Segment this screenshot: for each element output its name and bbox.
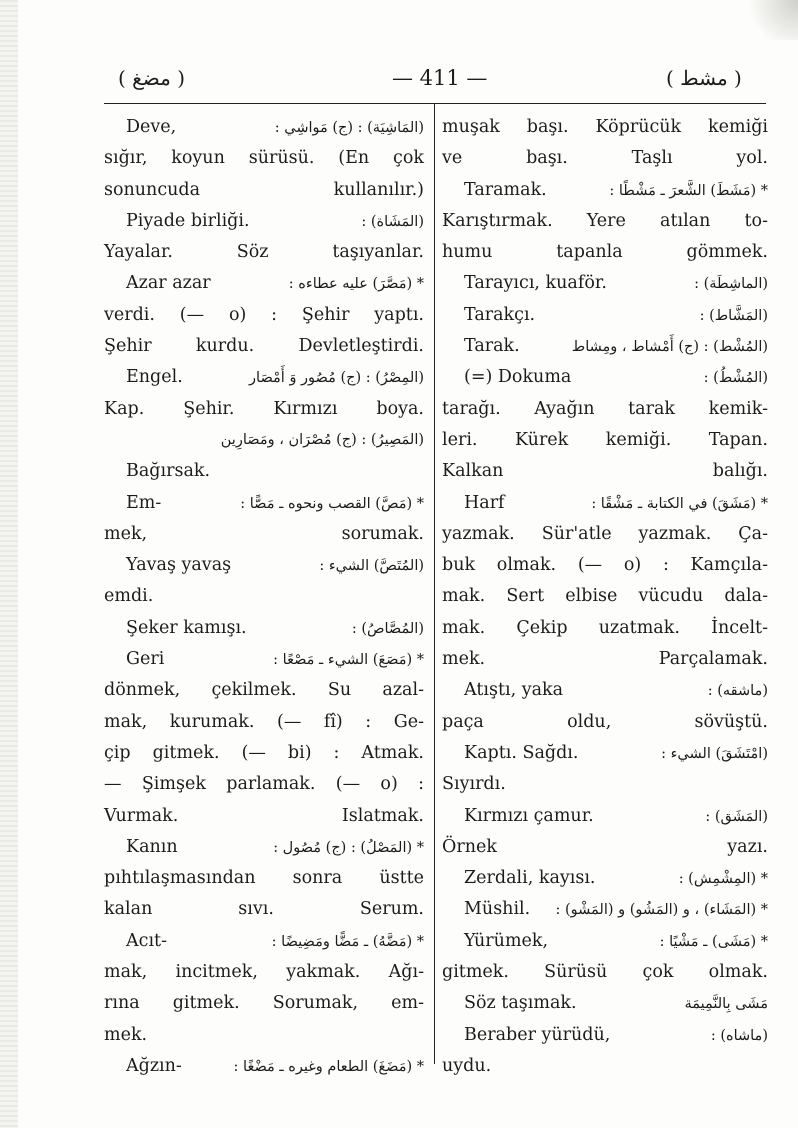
dictionary-line: sığır, koyun sürüsü. (En çok [104, 148, 424, 169]
dictionary-line: mek. [104, 1024, 148, 1045]
dictionary-line: mek, sorumak. [104, 523, 424, 544]
dictionary-line [442, 488, 768, 519]
dictionary-line: pıhtılaşmasından sonra üstte [104, 868, 424, 889]
dictionary-line [442, 675, 768, 706]
header-right-keyword: ( مشط ) [666, 66, 742, 90]
dictionary-line [104, 488, 424, 519]
dictionary-line: humu tapanla gömmek. [442, 242, 768, 263]
turkish-text: Geri [126, 649, 165, 670]
arabic-headword: (ماشاه) : [710, 1027, 768, 1044]
dictionary-line: muşak başı. Köprücük kemiği [442, 117, 768, 137]
dictionary-line: buk olmak. (— o) : Kamçıla- [442, 555, 768, 576]
turkish-text: Deve, [126, 117, 177, 137]
turkish-text: Söz taşımak. [464, 993, 577, 1014]
arabic-headword: * (مَصَعَ) الشيء ـ مَصْعًا : [273, 652, 424, 669]
dictionary-line: Bağırsak. [126, 461, 211, 482]
page-header [0, 66, 798, 106]
dictionary-line [442, 175, 768, 206]
dictionary-line: Karıştırmak. Yere atılan to- [442, 210, 768, 231]
dictionary-line [442, 1020, 768, 1051]
arabic-headword: * (مَشَطَ) الشَّعرَ ـ مَشْطًا : [609, 182, 768, 199]
arabic-headword: * (المَصْلُ) : (ج) مُصُول : [273, 839, 424, 856]
dictionary-line [442, 988, 768, 1019]
dictionary-line: uydu. [442, 1055, 492, 1076]
arabic-headword: * (مَصَّ) القصب ونحوه ـ مَصًّا : [240, 495, 424, 512]
dictionary-line: tarağı. Ayağın tarak kemik- [442, 398, 768, 419]
turkish-text: Tarak. [464, 336, 520, 357]
dictionary-line [104, 926, 424, 957]
dictionary-line: Kap. Şehir. Kırmızı boya. [104, 398, 424, 419]
arabic-headword: * (مَصَّرَ) عليه عطاءه : [288, 276, 424, 293]
dictionary-line: Yayalar. Söz taşıyanlar. [104, 242, 424, 263]
turkish-text: Müshil. [464, 899, 531, 920]
dictionary-line: Vurmak. Islatmak. [104, 805, 424, 826]
dictionary-line: mek. Parçalamak. [442, 649, 768, 670]
dictionary-line: mak. Sert elbise vücudu dala- [442, 586, 768, 607]
turkish-text: Şeker kamışı. [126, 617, 247, 638]
turkish-text: Kaptı. Sağdı. [464, 742, 579, 763]
dictionary-line: — Şimşek parlamak. (— o) : [104, 774, 424, 795]
arabic-headword: (المَصِيرُ) : (ج) مُصْرَان ، ومَصَارِين [220, 431, 424, 448]
turkish-text: Atıştı, yaka [464, 680, 564, 701]
turkish-text: Zerdali, kayısı. [464, 868, 596, 889]
turkish-text: Azar azar [126, 273, 211, 294]
arabic-headword: * (مَشَى) ـ مَشْيًا : [659, 933, 768, 950]
turkish-text: Yavaş yavaş [126, 555, 232, 576]
column-divider [434, 104, 435, 1064]
dictionary-line: sonuncuda kullanılır.) [104, 179, 424, 200]
turkish-text: (=) Dokuma [464, 367, 572, 388]
arabic-headword: * (مَضَغَ) الطعام وغيره ـ مَضْغًا : [233, 1058, 424, 1075]
dictionary-line: Sıyırdı. [442, 774, 506, 795]
arabic-headword: * (مَشَقَ) في الكتابة ـ مَشْقًا : [591, 495, 768, 512]
dictionary-line: Şehir kurdu. Devletleştirdi. [104, 336, 424, 357]
arabic-headword: (المَاشِيَة) : (ج) مَواشِي : [274, 120, 424, 136]
dictionary-line: Örnek yazı. [442, 836, 768, 857]
dictionary-line: leri. Kürek kemiği. Tapan. [442, 429, 768, 450]
dictionary-line: mak, incitmek, yakmak. Ağı- [104, 962, 424, 983]
dictionary-line: Kalkan balığı. [442, 461, 768, 482]
header-left-keyword: ( مضغ ) [118, 66, 186, 90]
arabic-headword: (المُتَصَّ) الشيء : [319, 558, 424, 575]
arabic-headword: (الماشِطَة) : [694, 276, 768, 293]
dictionary-line [104, 1051, 424, 1082]
dictionary-line: emdi. [104, 586, 154, 607]
arabic-headword: (المَشَق) : [705, 808, 768, 825]
dictionary-line: rına gitmek. Sorumak, em- [104, 993, 424, 1014]
arabic-headword: (المَشَاة) : [361, 213, 424, 230]
turkish-text: Piyade birliği. [126, 210, 250, 231]
right-column [442, 112, 768, 1082]
dictionary-line: gitmek. Sürüsü çok olmak. [442, 962, 768, 983]
dictionary-line: çip gitmek. (— bi) : Atmak. [104, 742, 424, 763]
scan-corner-shadow [738, 0, 798, 40]
arabic-headword: (المُشْطُ) : [703, 370, 768, 387]
turkish-text: Beraber yürüdü, [464, 1024, 611, 1045]
dictionary-line [104, 112, 424, 143]
dictionary-line [442, 268, 768, 299]
dictionary-line [104, 644, 424, 675]
left-column [104, 112, 424, 1082]
arabic-headword: (المُشْط) : (ج) أَمْشاط ، ومِشاط [571, 339, 768, 356]
arabic-headword: (المَشَّاط) : [699, 307, 768, 324]
turkish-text: Tarayıcı, kuaför. [464, 273, 607, 294]
scan-edge-shadow [0, 0, 18, 1128]
dictionary-line: mak. Çekip uzatmak. İncelt- [442, 617, 768, 638]
dictionary-line: ve başı. Taşlı yol. [442, 148, 768, 169]
dictionary-line [442, 926, 768, 957]
dictionary-line: verdi. (— o) : Şehir yaptı. [104, 304, 424, 325]
turkish-text: Tarakçı. [464, 304, 536, 325]
turkish-text: Harf [464, 492, 505, 513]
turkish-text: Yürümek, [464, 930, 549, 951]
dictionary-line [104, 550, 424, 581]
dictionary-line [104, 613, 424, 644]
dictionary-line [442, 863, 768, 894]
dictionary-line [442, 362, 768, 393]
dictionary-line [104, 268, 424, 299]
arabic-headword: * (المَشَاء) ، و (المَشُو) و (المَشْو) : [555, 902, 768, 919]
dictionary-line [442, 300, 768, 331]
turkish-text: Acıt- [126, 930, 167, 951]
dictionary-line: paça oldu, sövüştü. [442, 711, 768, 732]
dictionary-line: mak, kurumak. (— fî) : Ge- [104, 711, 424, 732]
arabic-headword: (امْتَشَقَ) الشيء : [661, 745, 768, 762]
dictionary-line [442, 738, 768, 769]
dictionary-line [104, 206, 424, 237]
dictionary-line [442, 894, 768, 925]
dictionary-line [442, 801, 768, 832]
header-rule [104, 103, 766, 104]
dictionary-line: yazmak. Sür'atle yazmak. Ça- [442, 523, 768, 544]
turkish-text: Ağzın- [126, 1055, 182, 1076]
turkish-text: Kırmızı çamur. [464, 805, 594, 826]
arabic-headword: * (المِشْمِش) : [678, 871, 768, 888]
arabic-headword: (المِصْرُ) : (ج) مُصُور وَ أَمْصَار [249, 370, 424, 387]
dictionary-line: dönmek, çekilmek. Su azal- [104, 680, 424, 701]
turkish-text: Em- [126, 492, 162, 513]
dictionary-line: kalan sıvı. Serum. [104, 899, 424, 920]
arabic-headword: مَشَى بِالنَّمِيمَة [684, 996, 768, 1013]
dictionary-line [104, 425, 424, 456]
dictionary-line [104, 832, 424, 863]
arabic-headword: (ماشقه) : [707, 683, 768, 700]
arabic-headword: * (مَضَّهُ) ـ مَضًّا ومَضِيضًا : [271, 933, 424, 950]
turkish-text: Taramak. [464, 179, 547, 200]
arabic-headword: (المُصَّاصُ) : [351, 620, 424, 637]
page-number: — 411 — [392, 66, 488, 90]
dictionary-line [104, 362, 424, 393]
dictionary-line [442, 331, 768, 362]
turkish-text: Kanın [126, 836, 178, 857]
turkish-text: Engel. [126, 367, 183, 388]
